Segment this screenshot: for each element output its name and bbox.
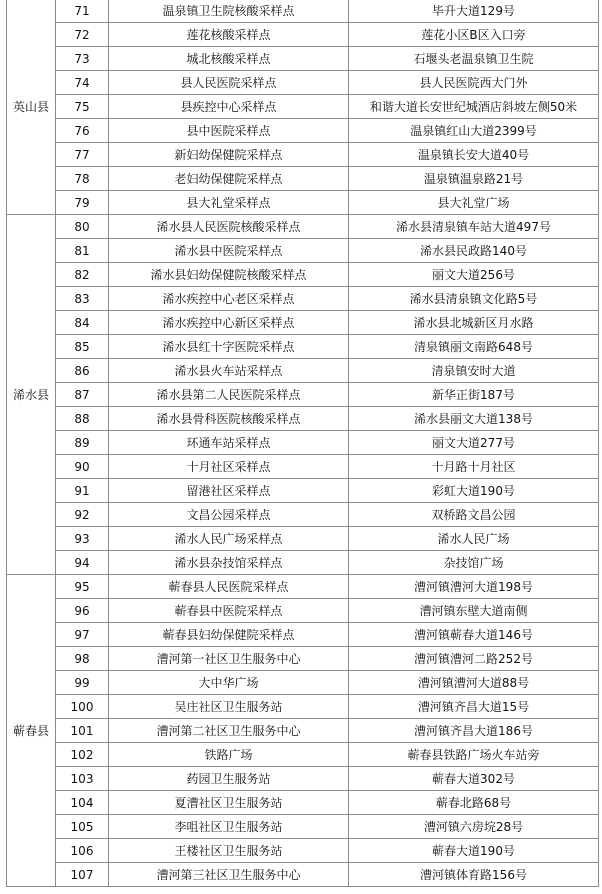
site-name-cell: 漕河第一社区卫生服务中心: [109, 647, 349, 671]
site-name-cell: 药园卫生服务站: [109, 767, 349, 791]
row-number-cell: 91: [56, 479, 109, 503]
site-name-cell: 老妇幼保健院采样点: [109, 167, 349, 191]
site-name-cell: 县中医院采样点: [109, 119, 349, 143]
row-number-cell: 73: [56, 47, 109, 71]
county-cell: 蕲春县: [7, 575, 56, 887]
site-name-cell: 十月社区采样点: [109, 455, 349, 479]
site-name-cell: 莲花核酸采样点: [109, 23, 349, 47]
site-name-cell: 铁路广场: [109, 743, 349, 767]
site-name-cell: 浠水县中医院采样点: [109, 239, 349, 263]
county-cell: 英山县: [7, 0, 56, 215]
table-row: [7, 719, 599, 743]
table-row: [7, 815, 599, 839]
table-row: [7, 287, 599, 311]
site-address-cell: 彩虹大道190号: [349, 479, 599, 503]
site-name-cell: 浠水疾控中心新区采样点: [109, 311, 349, 335]
table-row: [7, 0, 599, 23]
table-row: [7, 863, 599, 887]
row-number-cell: 89: [56, 431, 109, 455]
site-address-cell: 浠水县丽文大道138号: [349, 407, 599, 431]
site-address-cell: 温泉镇长安大道40号: [349, 143, 599, 167]
site-address-cell: 漕河镇漕河大道88号: [349, 671, 599, 695]
table-row: [7, 23, 599, 47]
site-address-cell: 浠水县北城新区月水路: [349, 311, 599, 335]
row-number-cell: 88: [56, 407, 109, 431]
site-name-cell: 蕲春县中医院采样点: [109, 599, 349, 623]
site-address-cell: 漕河镇漕河二路252号: [349, 647, 599, 671]
site-address-cell: 漕河镇齐昌大道186号: [349, 719, 599, 743]
table-row: [7, 551, 599, 575]
table-row: [7, 191, 599, 215]
site-name-cell: 浠水县妇幼保健院核酸采样点: [109, 263, 349, 287]
site-address-cell: 莲花小区B区入口旁: [349, 23, 599, 47]
table-row: [7, 479, 599, 503]
row-number-cell: 96: [56, 599, 109, 623]
row-number-cell: 95: [56, 575, 109, 599]
row-number-cell: 92: [56, 503, 109, 527]
table-row: [7, 455, 599, 479]
site-name-cell: 王楼社区卫生服务站: [109, 839, 349, 863]
site-name-cell: 浠水人民广场采样点: [109, 527, 349, 551]
table-row: [7, 767, 599, 791]
site-name-cell: 新妇幼保健院采样点: [109, 143, 349, 167]
table-row: [7, 47, 599, 71]
site-address-cell: 漕河镇东壁大道南侧: [349, 599, 599, 623]
row-number-cell: 71: [56, 0, 109, 23]
site-address-cell: 蕲春大道302号: [349, 767, 599, 791]
site-address-cell: 温泉镇温泉路21号: [349, 167, 599, 191]
table-row: [7, 671, 599, 695]
site-address-cell: 浠水人民广场: [349, 527, 599, 551]
site-address-cell: 浠水县清泉镇文化路5号: [349, 287, 599, 311]
site-address-cell: 县人民医院西大门外: [349, 71, 599, 95]
site-address-cell: 县大礼堂广场: [349, 191, 599, 215]
table-row: [7, 647, 599, 671]
site-address-cell: 蕲春县铁路广场火车站旁: [349, 743, 599, 767]
row-number-cell: 102: [56, 743, 109, 767]
table-row: [7, 335, 599, 359]
row-number-cell: 105: [56, 815, 109, 839]
site-name-cell: 浠水县第二人民医院采样点: [109, 383, 349, 407]
site-name-cell: 吴庄社区卫生服务站: [109, 695, 349, 719]
table-row: [7, 695, 599, 719]
row-number-cell: 107: [56, 863, 109, 887]
site-name-cell: 温泉镇卫生院核酸采样点: [109, 0, 349, 23]
row-number-cell: 106: [56, 839, 109, 863]
site-name-cell: 浠水县杂技馆采样点: [109, 551, 349, 575]
row-number-cell: 104: [56, 791, 109, 815]
site-name-cell: 大中华广场: [109, 671, 349, 695]
table-row: [7, 311, 599, 335]
row-number-cell: 86: [56, 359, 109, 383]
site-address-cell: 石堰头老温泉镇卫生院: [349, 47, 599, 71]
site-name-cell: 李咀社区卫生服务站: [109, 815, 349, 839]
row-number-cell: 99: [56, 671, 109, 695]
site-address-cell: 蕲春北路68号: [349, 791, 599, 815]
table-row: [7, 527, 599, 551]
site-address-cell: 温泉镇红山大道2399号: [349, 119, 599, 143]
site-name-cell: 夏漕社区卫生服务站: [109, 791, 349, 815]
table-row: [7, 239, 599, 263]
row-number-cell: 75: [56, 95, 109, 119]
site-name-cell: 浠水疾控中心老区采样点: [109, 287, 349, 311]
table-row: [7, 791, 599, 815]
site-name-cell: 蕲春县妇幼保健院采样点: [109, 623, 349, 647]
site-name-cell: 城北核酸采样点: [109, 47, 349, 71]
site-address-cell: 新华正街187号: [349, 383, 599, 407]
site-address-cell: 双桥路文昌公园: [349, 503, 599, 527]
site-address-cell: 漕河镇齐昌大道15号: [349, 695, 599, 719]
site-address-cell: 杂技馆广场: [349, 551, 599, 575]
table-row: [7, 623, 599, 647]
site-address-cell: 浠水县民政路140号: [349, 239, 599, 263]
row-number-cell: 80: [56, 215, 109, 239]
site-name-cell: 蕲春县人民医院采样点: [109, 575, 349, 599]
table-row: [7, 383, 599, 407]
row-number-cell: 87: [56, 383, 109, 407]
table-row: [7, 119, 599, 143]
table-row: [7, 359, 599, 383]
site-address-cell: 蕲春大道190号: [349, 839, 599, 863]
table-row: [7, 431, 599, 455]
site-address-cell: 十月路十月社区: [349, 455, 599, 479]
row-number-cell: 94: [56, 551, 109, 575]
row-number-cell: 81: [56, 239, 109, 263]
site-address-cell: 漕河镇六房垸28号: [349, 815, 599, 839]
site-name-cell: 漕河第三社区卫生服务中心: [109, 863, 349, 887]
site-address-cell: 丽文大道256号: [349, 263, 599, 287]
table-row: [7, 743, 599, 767]
site-name-cell: 浠水县火车站采样点: [109, 359, 349, 383]
site-address-cell: 漕河镇体育路156号: [349, 863, 599, 887]
site-address-cell: 清泉镇安时大道: [349, 359, 599, 383]
table-body: [7, 0, 599, 887]
table-row: [7, 143, 599, 167]
row-number-cell: 79: [56, 191, 109, 215]
site-address-cell: 毕升大道129号: [349, 0, 599, 23]
site-name-cell: 县疾控中心采样点: [109, 95, 349, 119]
table-row: [7, 407, 599, 431]
site-address-cell: 漕河镇漕河大道198号: [349, 575, 599, 599]
row-number-cell: 82: [56, 263, 109, 287]
row-number-cell: 101: [56, 719, 109, 743]
table-row: [7, 167, 599, 191]
table-row: [7, 503, 599, 527]
row-number-cell: 85: [56, 335, 109, 359]
row-number-cell: 74: [56, 71, 109, 95]
table-row: [7, 575, 599, 599]
row-number-cell: 72: [56, 23, 109, 47]
row-number-cell: 100: [56, 695, 109, 719]
table-row: [7, 599, 599, 623]
row-number-cell: 76: [56, 119, 109, 143]
table-row: [7, 215, 599, 239]
row-number-cell: 78: [56, 167, 109, 191]
site-address-cell: 丽文大道277号: [349, 431, 599, 455]
table-row: [7, 95, 599, 119]
site-address-cell: 漕河镇蕲春大道146号: [349, 623, 599, 647]
row-number-cell: 97: [56, 623, 109, 647]
site-name-cell: 浠水县红十字医院采样点: [109, 335, 349, 359]
row-number-cell: 93: [56, 527, 109, 551]
site-name-cell: 县人民医院采样点: [109, 71, 349, 95]
site-name-cell: 环通车站采样点: [109, 431, 349, 455]
site-name-cell: 留港社区采样点: [109, 479, 349, 503]
row-number-cell: 77: [56, 143, 109, 167]
site-address-cell: 和谐大道长安世纪城酒店斜坡左侧50米: [349, 95, 599, 119]
testing-sites-table: [6, 0, 599, 887]
table-row: [7, 263, 599, 287]
row-number-cell: 103: [56, 767, 109, 791]
site-name-cell: 浠水县骨科医院核酸采样点: [109, 407, 349, 431]
table-row: [7, 71, 599, 95]
site-name-cell: 县大礼堂采样点: [109, 191, 349, 215]
site-name-cell: 漕河第二社区卫生服务中心: [109, 719, 349, 743]
row-number-cell: 84: [56, 311, 109, 335]
row-number-cell: 90: [56, 455, 109, 479]
site-name-cell: 浠水县人民医院核酸采样点: [109, 215, 349, 239]
site-name-cell: 文昌公园采样点: [109, 503, 349, 527]
site-address-cell: 清泉镇丽文南路648号: [349, 335, 599, 359]
table-row: [7, 839, 599, 863]
row-number-cell: 98: [56, 647, 109, 671]
row-number-cell: 83: [56, 287, 109, 311]
site-address-cell: 浠水县清泉镇车站大道497号: [349, 215, 599, 239]
county-cell: 浠水县: [7, 215, 56, 575]
